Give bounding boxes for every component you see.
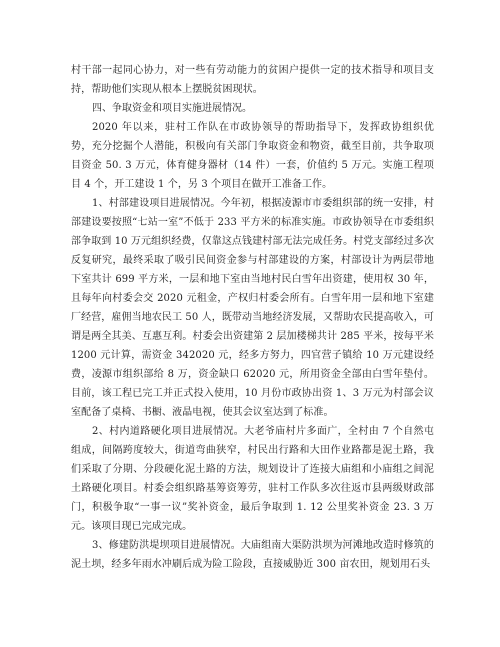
document-body: [71, 61, 434, 574]
paragraph-flood-dam-project: 3、修建防洪堤坝项目进展情况。大庙组南大渠防洪坝为河滩地改造时修筑的泥土坝，经多年雨水冲刷后成为险工险段，直接威胁近 300 亩农田，规划用石头: [71, 540, 434, 570]
paragraph-village-office-project: 1、村部建设项目进展情况。今年初，根据凌源市市委组织部的统一安排，村部建设要按照“七站一室”不低于 233 平方米的标准实施。市政协领导在市委组织部争取到 10 万元组织经费，仅靠这点钱建村部无法完成任务。村党支部经过多次反复研究，最终采取了吸引民间资金参与村部建设的方案，村部设计为两层带地下室共计 699 平方米，一层和地下室由当地村民白雪年出资建，使用权 30 年，且每年向村委会交 2020 元租金，产权归村委会所有。白雪年用一层和地下室建厂经营，雇佣当地农民工 50 人，既带动当地经济发展，又帮助农民提高收入，可谓是两全其美、互惠互利。村委会出资建第 2 层加楼梯共计 285 平米，按每平米 1200 元计算，需资金 342020 元，经多方努力，四官营子镇给 10 万元建设经费，凌源市组织部给 8 万，资金缺口 62020 元，所用资金全部由白雪年垫付。目前，该工程已完工并正式投入使用，10 月份市政协出资 1、3 万元为村部会议室配备了桌椅、书橱、液晶电视，使其会议室达到了标准。: [71, 198, 434, 418]
paragraph-poverty-help: 村干部一起同心协力，对一些有劳动能力的贫困户提供一定的技术指导和项目支持，帮助他们实现从根本上摆脱贫困现状。: [71, 65, 434, 95]
paragraph-funding-summary: 2020 年以来，驻村工作队在市政协领导的帮助指导下，发挥政协组织优势，充分挖掘个人潜能，积极向有关部门争取资金和物资，截至目前，共争取项目资金 50. 3 万元，体育健身器材（14 件）一套，价值约 5 万元。实施工程项目 4 个，开工建设 1 个，另 3 个项目在做开工准备工作。: [71, 122, 434, 190]
section-heading-funding: 四、争取资金和项目实施进展情况。: [92, 103, 252, 114]
paragraph-road-hardening-project: 2、村内道路硬化项目进展情况。大老爷庙村片多面广，全村由 7 个自然屯组成，间隔跨度较大，街道弯曲狭窄，村民出行路和大田作业路都是泥土路，我们采取了分期、分段硬化泥土路的方法，规划设计了连接大庙组和小庙组之间泥土路硬化项目。村委会组织路基筹资筹劳，驻村工作队多次往返市县两级财政部门，积极争取“一事一议”奖补资金，最后争取到 1. 12 公里奖补资金 23. 3 万元。该项目现已完成完成。: [71, 426, 434, 532]
